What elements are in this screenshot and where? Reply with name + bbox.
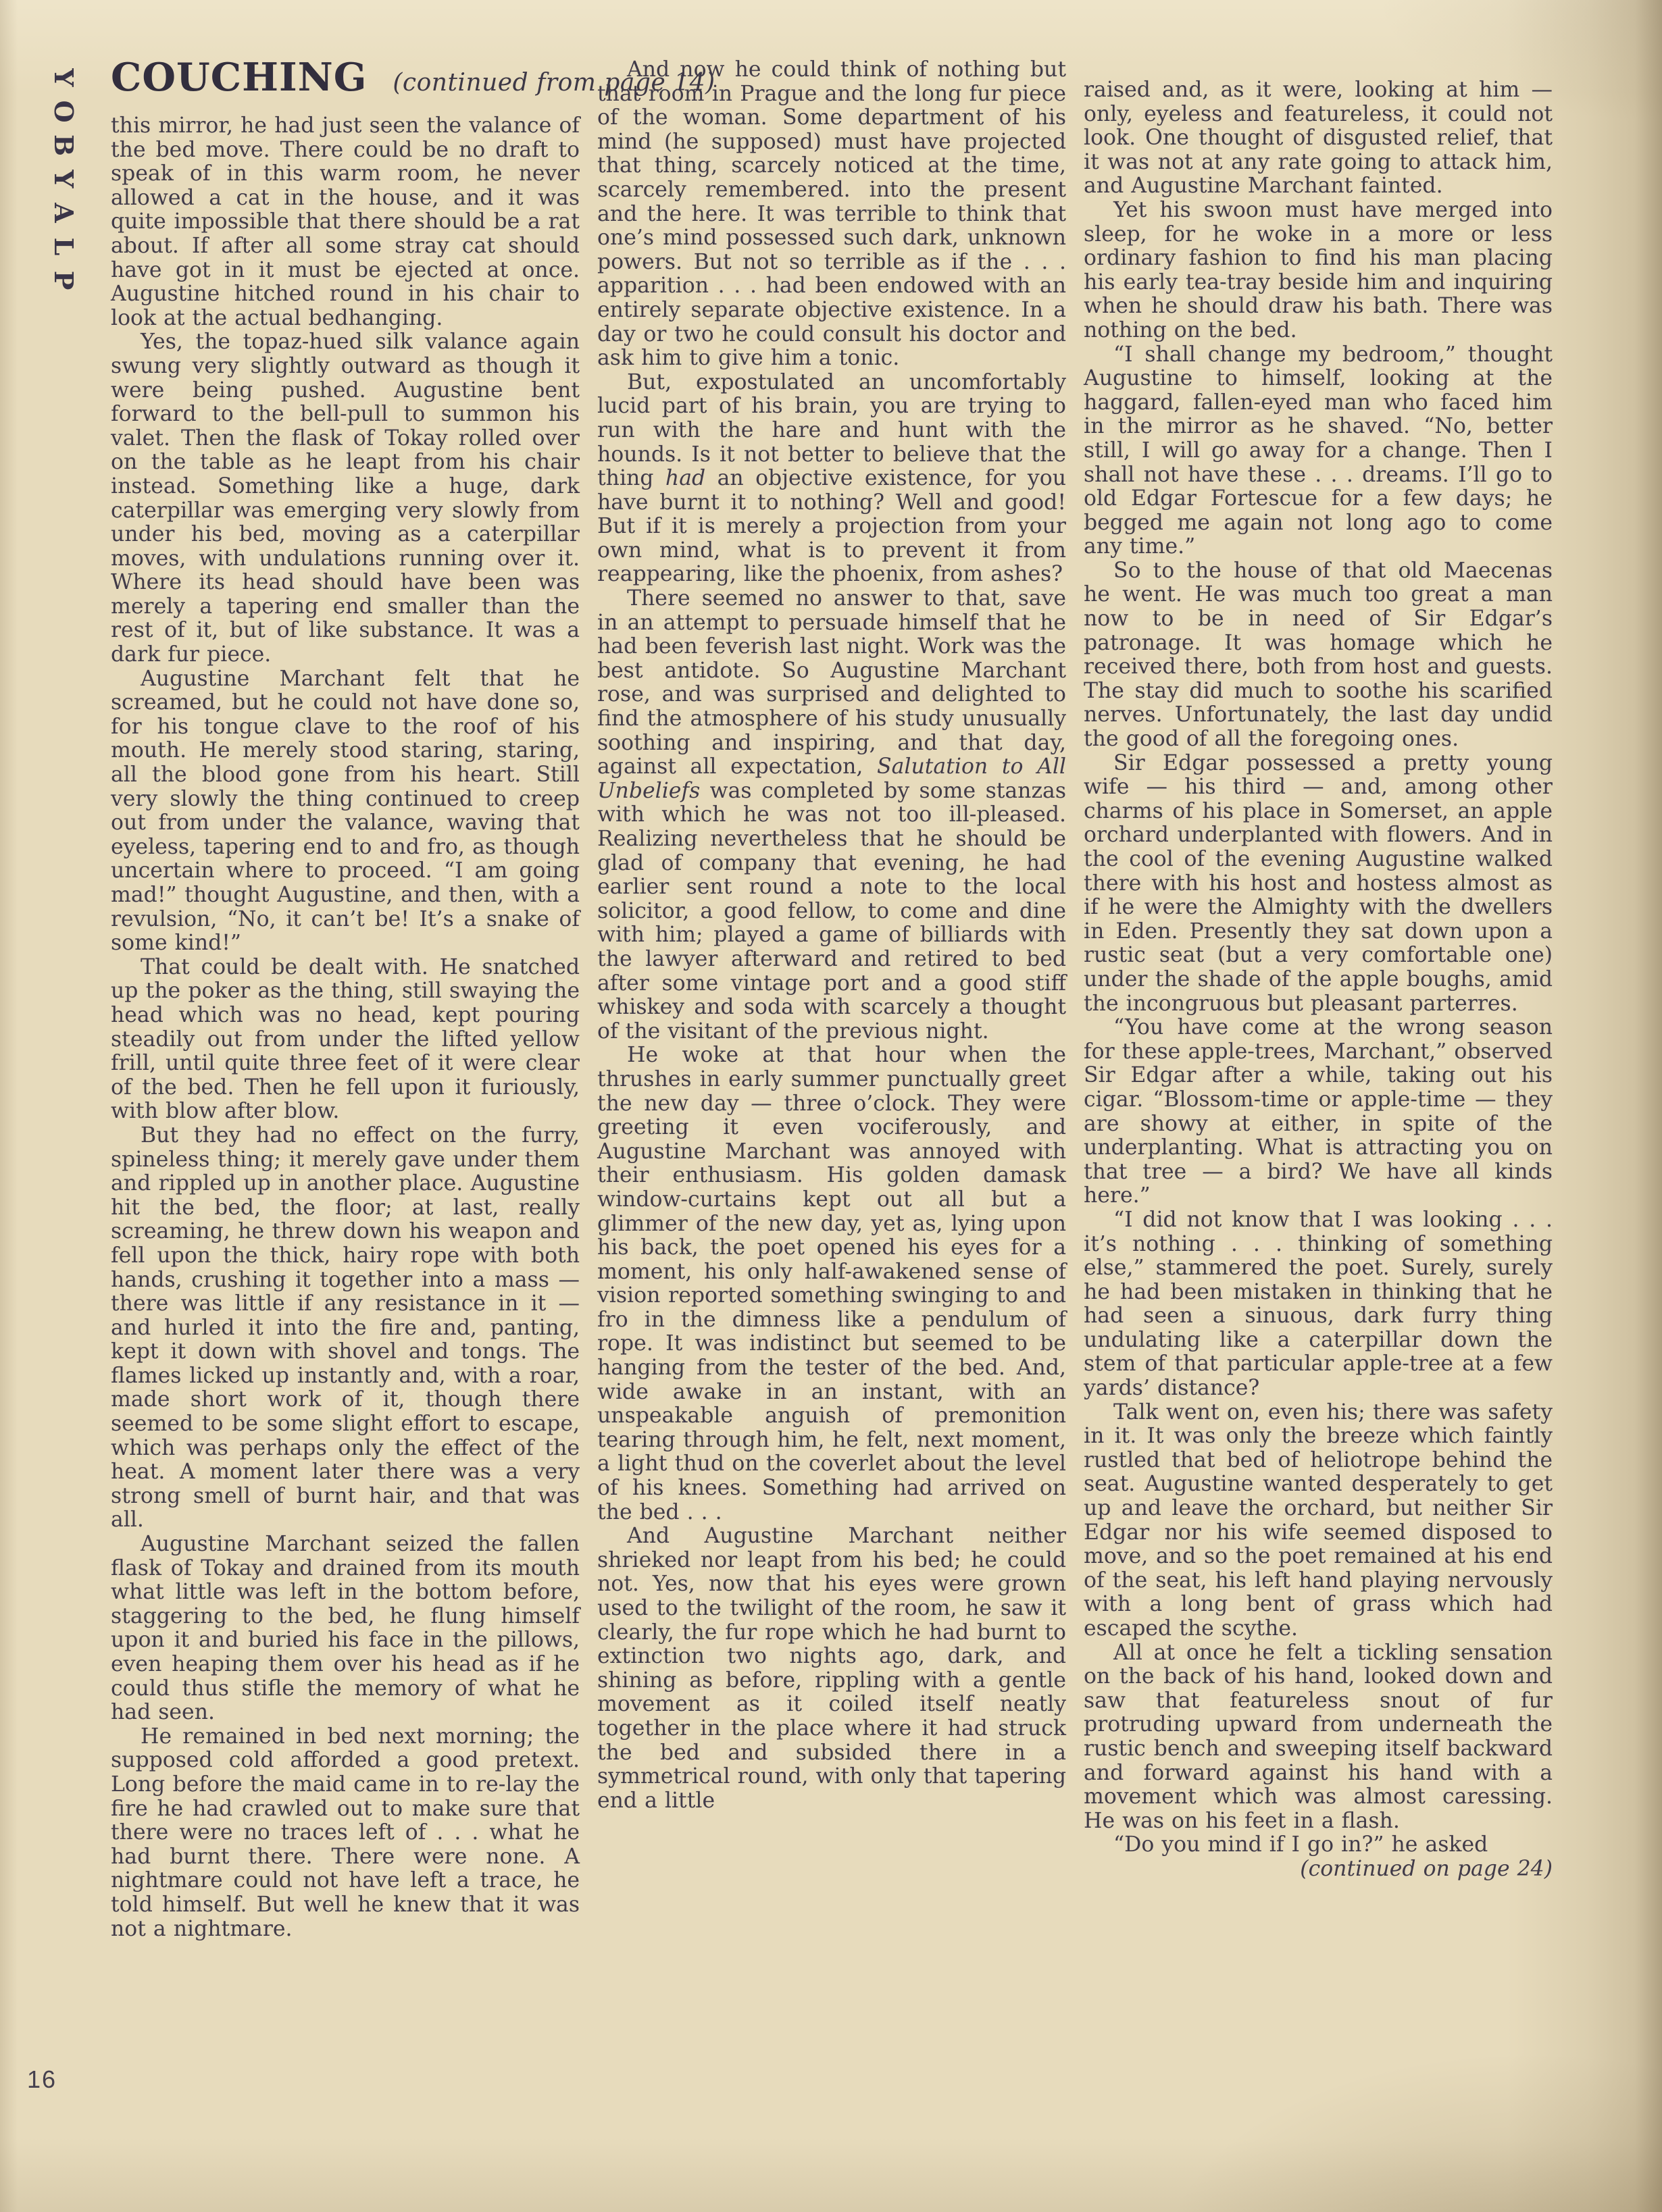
- article-title: COUCHING: [111, 55, 368, 100]
- text-run-italic: had: [665, 466, 706, 491]
- paragraph: [597, 1044, 1066, 1524]
- text-column-1: [111, 55, 715, 1941]
- text-run: That could be dealt with. He snatched up the poker as the thing, still swaying the head which was no head, kept pouring steadily out from under the lifted yellow frill, until quite three feet of it were clear of the bed. Then he fell upon it furiously, with blow after blow.: [111, 954, 580, 1124]
- text-run: There seemed no answer to that, save in an attempt to persuade himself that he had been feverish last night. Work was the best antidote. So Augustine Marchant rose, and was surprised and delighted to find the atmosphere of his study unusually soothing and inspiring, and that day, against all expectation,: [597, 586, 1066, 779]
- paragraph: [1084, 78, 1553, 199]
- masthead-letter: P: [49, 270, 79, 290]
- text-run: Sir Edgar possessed a pretty young wife — his third — and, among other charms of his place in Somerset, an apple orchard underplanted with flowers. And in the cool of the evening Augustine walked there with his host and hostess almost as if he were the Almighty with the dwellers in Eden. Presently they sat down upon a rustic seat (but a very comfortable one) under the shade of the apple boughs, amid the incongruous but pleasant parterres.: [1084, 750, 1553, 1016]
- paragraph: [1084, 1641, 1553, 1834]
- paragraph: [111, 1725, 580, 1941]
- text-run: And now he could think of nothing but that room in Prague and the long fur piece of the woman. Some department of his mind (he supposed) must have projected that thing, scarcely noticed at the time, scarcely remembered. into the present and the here. It was terrible to think that one’s mind possessed such dark, unknown powers. But not so terrible as if the . . . apparition . . . had been endowed with an entirely separate objective existence. In a day or two he could consult his doctor and ask him to give him a tonic.: [597, 57, 1066, 371]
- text-run: He woke at that hour when the thrushes in early summer punctually greet the new day — three o’clock. They were greeting it even vociferously, and Augustine Marchant was annoyed with their enthusiasm. His golden damask window-curtains kept out all but a glimmer of the new day, yet as, lying upon his back, the poet opened his eyes for a moment, his only half-awakened sense of vision reported something swinging to and fro in the dimness like a pendulum of rope. It was indistinct but seemed to be hanging from the tester of the bed. And, wide awake in an instant, with an unspeakable anguish of premonition tearing through him, he felt, next moment, a light thud on the coverlet about the level of his knees. Something had arrived on the bed . . .: [597, 1043, 1066, 1524]
- text-run: And Augustine Marchant neither shrieked nor leapt from his bed; he could not. Yes, now that his eyes were grown used to the twilight of the room, he saw it clearly, the fur rope which he had burnt to extinction two nights ago, dark, and shining as before, rippling with a gentle movement as it coiled itself neatly together in the place where it had struck the bed and subsided there in a symmetrical round, with only that tapering end a little: [597, 1524, 1066, 1813]
- text-run: Augustine Marchant seized the fallen flask of Tokay and drained from its mouth what little was left in the bottom before, staggering to the bed, he flung himself upon it and buried his face in the pillows, even heaping them over his head as if he could thus stifle the memory of what he had seen.: [111, 1532, 580, 1725]
- paragraph: [111, 114, 580, 330]
- paragraph: [1084, 1857, 1553, 1882]
- text-run: All at once he felt a tickling sensation on the back of his hand, looked down and saw that featureless snout of fur protruding upward from underneath the rustic bench and sweeping itself backward and forward against his hand with a movement which was almost caressing. He was on his feet in a flash.: [1084, 1640, 1553, 1833]
- paragraph: [597, 371, 1066, 587]
- playboy-vertical-masthead: [49, 61, 78, 297]
- paragraph: [1084, 1401, 1553, 1641]
- text-run: “I shall change my bedroom,” thought Augustine to himself, looking at the haggard, fallen-eyed man who faced him in the mirror as he shaved. “No, better still, I will go away for a change. Then I shall not have these . . . dreams. I’ll go to old Edgar Fortescue for a few days; he begged me again not long ago to come any time.”: [1084, 342, 1553, 559]
- continued-from-note: (continued from page 14): [393, 69, 715, 97]
- paragraph: [1084, 752, 1553, 1017]
- paragraph: [1084, 1016, 1553, 1208]
- paragraph: [111, 1124, 580, 1533]
- paragraph: [1084, 343, 1553, 559]
- text-run: But, expostulated an uncomfortably lucid part of his brain, you are trying to run with the hare and hunt with the hounds. Is it not better to believe that the thing: [597, 369, 1066, 491]
- text-run: “You have come at the wrong season for these apple-trees, Marchant,” observed Sir Edgar after a while, taking out his cigar. “Blossom-time or apple-time — they are showy at either, in spite of the underplanting. What is attracting you on that tree — a bird? We have all kinds here.”: [1084, 1015, 1553, 1208]
- text-run: But they had no effect on the furry, spineless thing; it merely gave under them and rippled up in another place. Augustine hit the bed, the floor; at last, really screaming, he threw down his weapon and fell upon the thick, hairy rope with both hands, crushing it together into a mass — there was little if any resistance in it — and hurled it into the fire and, panting, kept it down with shovel and tongs. The flames licked up instantly and, with a roar, made short work of it, though there seemed to be some slight effort to escape, which was perhaps only the effect of the heat. A moment later there was a very strong smell of burnt hair, and that was all.: [111, 1123, 580, 1533]
- text-run: Yes, the topaz-hued silk valance again swung very slightly outward as though it were being pushed. Augustine bent forward to the bell-pull to summon his valet. Then the flask of Tokay rolled over on the table as he leapt from his chair instead. Something like a huge, dark caterpillar was emerging very slowly from under his bed, moving as a caterpillar moves, with undulations running over it. Where its head should have been was merely a tapering end smaller than the rest of it, but of like substance. It was a dark fur piece.: [111, 330, 580, 667]
- paragraph: [111, 1533, 580, 1725]
- text-run: “Do you mind if I go in?” he asked: [1113, 1832, 1488, 1857]
- page-number: 16: [27, 2065, 57, 2093]
- text-run: this mirror, he had just seen the valance of the bed move. There could be no draft to speak of in this warm room, he never allowed a cat in the house, and it was quite impossible that there should be a rat about. If after all some stray cat should have got in it must be ejected at once. Augustine hitched round in his chair to look at the actual bedhanging.: [111, 113, 580, 330]
- text-column-3: [1084, 58, 1553, 1941]
- paragraph: [111, 956, 580, 1124]
- text-run: “I did not know that I was looking . . . it’s nothing . . . thinking of something else,” stammered the poet. Surely, surely he had been mistaken in thinking that he had seen a sinuous, dark furry thing undulating like a caterpillar down the stem of that particular apple-tree at a few yards’ distance?: [1084, 1207, 1553, 1401]
- text-run: Talk went on, even his; there was safety in it. It was only the breeze which faintly rustled that bed of heliotrope behind the seat. Augustine wanted desperately to get up and leave the orchard, but neither Sir Edgar nor his wife seemed disposed to move, and so the poet remained at his end of the seat, his left hand playing nervously with a long bent of grass which had escaped the scythe.: [1084, 1399, 1553, 1641]
- article-headline: [111, 55, 715, 100]
- masthead-letter: O: [49, 100, 79, 123]
- paragraph: [111, 667, 580, 956]
- article-body: [111, 55, 1553, 1941]
- masthead-letter: Y: [49, 68, 79, 87]
- paragraph: [1084, 1833, 1553, 1857]
- paragraph: [597, 587, 1066, 1044]
- paragraph: [111, 330, 580, 667]
- text-run: Augustine Marchant felt that he screamed, but he could not have done so, for his tongue clave to the roof of his mouth. He merely stood staring, staring, all the blood gone from his heart. Still very slowly the thing continued to creep out from under the valance, waving that eyeless, tapering end to and fro, as though uncertain where to proceed. “I am going mad!” thought Augustine, and then, with a revulsion, “No, it can’t be! It’s a snake of some kind!”: [111, 666, 580, 956]
- paragraph: [597, 58, 1066, 371]
- text-run-italic: (continued on page 24): [1300, 1856, 1553, 1881]
- text-run: an objective existence, for you have burnt it to nothing? Well and good! But if it is merely a projection from your own mind, what is to prevent it from reappearing, like the phoenix, from ashes?: [597, 466, 1066, 587]
- paragraph: [1084, 559, 1553, 752]
- text-run: He remained in bed next morning; the supposed cold afforded a good pretext. Long before the maid came in to re-lay the fire he had crawled out to make sure that there were no traces left of . . . what he had burnt there. There were none. A nightmare could not have left a trace, he told himself. But well he knew that it was not a nightmare.: [111, 1724, 580, 1941]
- text-run-italic: Salutation to All Unbeliefs: [597, 754, 1066, 803]
- masthead-letter: B: [49, 134, 79, 157]
- text-run: Yet his swoon must have merged into sleep, for he woke in a more or less ordinary fashion to find his man placing his early tea-tray beside him and inquiring when he should draw his bath. There was nothing on the bed.: [1084, 197, 1553, 342]
- text-run: So to the house of that old Maecenas he went. He was much too great a man now to be in need of Sir Edgar’s patronage. It was homage which he received there, both from host and guests. The stay did much to soothe his scarified nerves. Unfortunately, the last day undid the good of all the foregoing ones.: [1084, 558, 1553, 752]
- text-run: raised and, as it were, looking at him — only, eyeless and featureless, it could not look. One thought of disgusted relief, that it was not at any rate going to attack him, and Augustine Marchant fainted.: [1084, 78, 1553, 199]
- text-column-2: [597, 58, 1066, 1941]
- masthead-letter: Y: [49, 170, 79, 188]
- paragraph: [597, 1524, 1066, 1813]
- masthead-letter: A: [49, 203, 79, 223]
- paragraph: [1084, 199, 1553, 343]
- masthead-letter: L: [49, 237, 79, 256]
- text-run: was completed by some stanzas with which he was not too ill-pleased. Realizing nevertheless that he should be glad of company that evening, he had earlier sent round a note to the local solicitor, a good fellow, to come and dine with him; played a game of billiards with the lawyer afterward and retired to bed after some vintage port and a good stiff whiskey and soda with scarcely a thought of the visitant of the previous night.: [597, 778, 1066, 1044]
- paragraph: [1084, 1208, 1553, 1401]
